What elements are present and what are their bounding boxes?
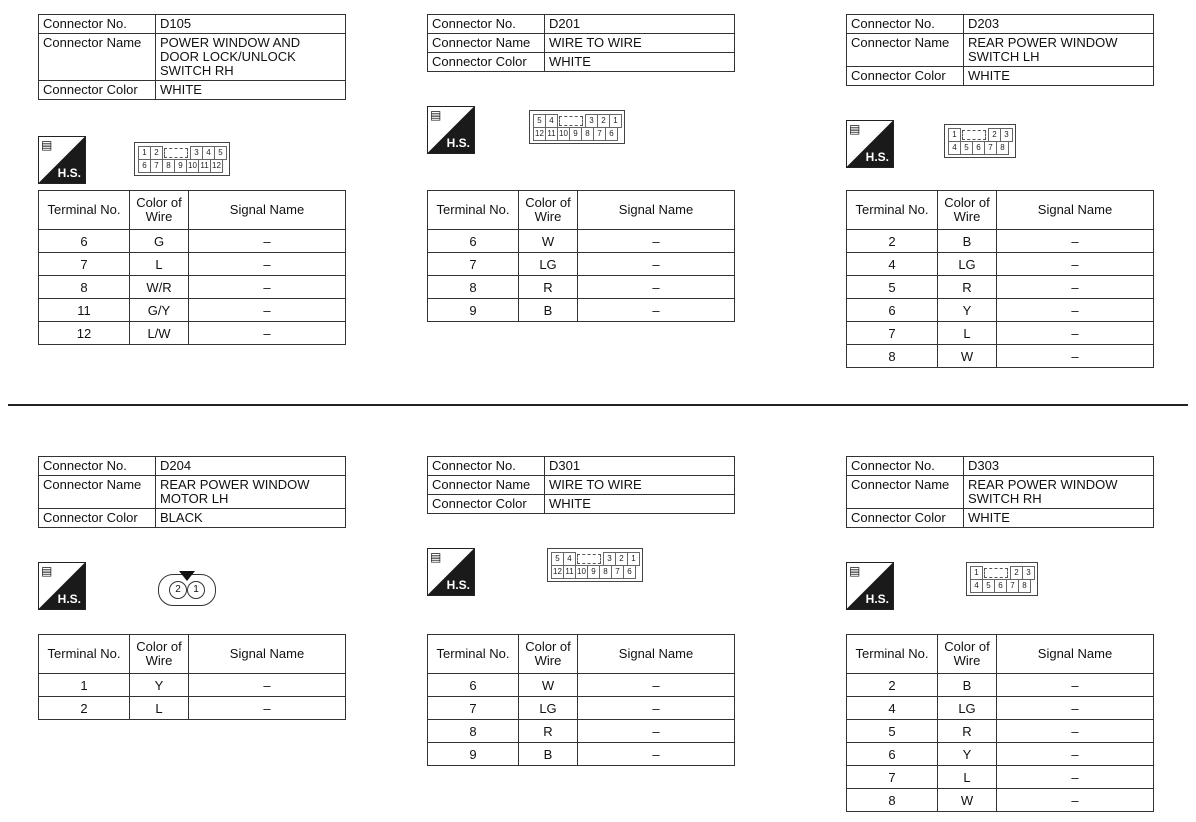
signal-name-cell: – — [997, 299, 1154, 322]
connector-pin: 2 — [988, 128, 1001, 142]
connector-pin: 11 — [563, 565, 576, 579]
terminal-no-header: Terminal No. — [428, 191, 519, 230]
terminal-table-header — [428, 635, 735, 674]
harness-side-icon — [427, 106, 475, 154]
signal-name-header: Signal Name — [997, 635, 1154, 674]
connector-pin: 6 — [623, 565, 636, 579]
terminal-no-cell: 2 — [847, 230, 938, 253]
connector-pin: 11 — [198, 159, 211, 173]
signal-name-cell: – — [578, 253, 735, 276]
terminal-no-cell: 8 — [428, 276, 519, 299]
connector-pin: 1 — [948, 128, 961, 142]
connector-lock-key — [559, 116, 583, 126]
connector-pin: 5 — [551, 552, 564, 566]
connector-color-label: Connector Color — [428, 53, 545, 72]
connector-pin: 1 — [627, 552, 640, 566]
wire-color-header: Color of Wire — [519, 191, 578, 230]
connector-face-diagram — [134, 142, 230, 176]
connector-pin: 7 — [1006, 579, 1019, 593]
table-row — [39, 299, 346, 322]
signal-name-header: Signal Name — [189, 635, 346, 674]
terminal-no-cell: 6 — [847, 299, 938, 322]
connector-block-d303 — [846, 456, 1154, 808]
terminal-table — [846, 634, 1154, 812]
terminal-table — [427, 634, 735, 766]
signal-name-cell: – — [997, 720, 1154, 743]
connector-name-row — [428, 34, 735, 53]
connector-name-row — [428, 476, 735, 495]
terminal-no-cell: 2 — [39, 697, 130, 720]
connector-info-table — [846, 456, 1154, 528]
harness-side-icon — [38, 562, 86, 610]
terminal-no-cell: 7 — [428, 253, 519, 276]
connector-pin: 9 — [569, 127, 582, 141]
connector-pin: 1 — [970, 566, 983, 580]
connector-no-value: D201 — [545, 15, 735, 34]
wire-color-cell: L — [130, 697, 189, 720]
table-row — [39, 230, 346, 253]
wire-color-header: Color of Wire — [130, 635, 189, 674]
signal-name-cell: – — [997, 674, 1154, 697]
signal-name-cell: – — [578, 674, 735, 697]
connector-pin: 3 — [1022, 566, 1035, 580]
terminal-table-header — [39, 191, 346, 230]
connector-pin: 8 — [581, 127, 594, 141]
connector-no-row — [847, 457, 1154, 476]
hs-label: H.S. — [865, 150, 889, 164]
wire-color-cell: R — [519, 720, 578, 743]
connector-name-label: Connector Name — [428, 476, 545, 495]
connector-glyph-icon: ▤ — [849, 122, 861, 136]
wire-color-cell: Y — [130, 674, 189, 697]
connector-no-value: D203 — [964, 15, 1154, 34]
terminal-no-cell: 6 — [428, 674, 519, 697]
connector-no-value: D303 — [964, 457, 1154, 476]
connector-pin: 10 — [186, 159, 199, 173]
signal-name-cell: – — [997, 230, 1154, 253]
connector-no-label: Connector No. — [428, 15, 545, 34]
table-row — [428, 253, 735, 276]
signal-name-cell: – — [189, 299, 346, 322]
connector-face-diagram — [529, 110, 625, 144]
connector-top-row — [551, 552, 639, 565]
connector-pin: 11 — [545, 127, 558, 141]
wire-color-header: Color of Wire — [938, 635, 997, 674]
connector-pin: 12 — [551, 565, 564, 579]
terminal-no-cell: 6 — [847, 743, 938, 766]
signal-name-cell: – — [189, 322, 346, 345]
table-row — [428, 230, 735, 253]
signal-name-header: Signal Name — [578, 635, 735, 674]
wire-color-cell: LG — [938, 697, 997, 720]
table-row — [39, 253, 346, 276]
wire-color-cell: LG — [519, 697, 578, 720]
connector-name-row — [847, 34, 1154, 67]
connector-block-d203 — [846, 14, 1154, 364]
terminal-no-cell: 7 — [847, 766, 938, 789]
wire-color-cell: LG — [938, 253, 997, 276]
connector-pin: 12 — [533, 127, 546, 141]
connector-pin: 3 — [585, 114, 598, 128]
terminal-no-cell: 6 — [428, 230, 519, 253]
wire-color-cell: W — [938, 345, 997, 368]
signal-name-cell: – — [578, 743, 735, 766]
wire-color-cell: R — [938, 276, 997, 299]
terminal-no-cell: 9 — [428, 299, 519, 322]
terminal-no-cell: 12 — [39, 322, 130, 345]
connector-pin: 5 — [960, 141, 973, 155]
connector-pin: 2 — [597, 114, 610, 128]
connector-pin: 6 — [138, 159, 151, 173]
connector-top-row — [970, 566, 1034, 579]
connector-name-value: WIRE TO WIRE — [545, 34, 735, 53]
signal-name-cell: – — [578, 276, 735, 299]
connector-pin: 10 — [575, 565, 588, 579]
signal-name-cell: – — [997, 253, 1154, 276]
terminal-no-header: Terminal No. — [847, 191, 938, 230]
connector-glyph-icon: ▤ — [430, 108, 442, 122]
connector-color-row — [39, 509, 346, 528]
connector-pin: 3 — [603, 552, 616, 566]
connector-plug-diagram — [158, 574, 216, 606]
connector-info-table — [427, 14, 735, 72]
connector-no-row — [39, 457, 346, 476]
connector-color-value: BLACK — [156, 509, 346, 528]
wire-color-cell: G — [130, 230, 189, 253]
signal-name-cell: – — [997, 276, 1154, 299]
terminal-no-cell: 7 — [428, 697, 519, 720]
connector-color-label: Connector Color — [39, 81, 156, 100]
connector-name-label: Connector Name — [847, 34, 964, 67]
terminal-no-header: Terminal No. — [39, 191, 130, 230]
wire-color-cell: R — [938, 720, 997, 743]
signal-name-cell: – — [997, 789, 1154, 812]
signal-name-cell: – — [189, 674, 346, 697]
wire-color-cell: W — [938, 789, 997, 812]
terminal-table-header — [39, 635, 346, 674]
connector-color-label: Connector Color — [39, 509, 156, 528]
connector-name-label: Connector Name — [39, 476, 156, 509]
signal-name-cell: – — [997, 345, 1154, 368]
signal-name-cell: – — [997, 322, 1154, 345]
connector-face-diagram — [966, 562, 1038, 596]
connector-name-row — [39, 476, 346, 509]
connector-bottom-row — [948, 141, 1012, 154]
connector-bottom-row — [551, 565, 639, 578]
connector-pin: 3 — [190, 146, 203, 160]
connector-face-diagram — [944, 124, 1016, 158]
connector-block-d201 — [427, 14, 735, 318]
table-row — [428, 674, 735, 697]
wire-color-header: Color of Wire — [519, 635, 578, 674]
connector-block-d301 — [427, 456, 735, 762]
terminal-no-cell: 8 — [847, 345, 938, 368]
table-row — [847, 743, 1154, 766]
terminal-no-cell: 11 — [39, 299, 130, 322]
harness-side-icon — [38, 136, 86, 184]
connector-color-label: Connector Color — [847, 67, 964, 86]
terminal-table — [427, 190, 735, 322]
connector-pin: 8 — [996, 141, 1009, 155]
wire-color-cell: W/R — [130, 276, 189, 299]
connector-info-table — [846, 14, 1154, 86]
signal-name-cell: – — [189, 697, 346, 720]
wire-color-cell: B — [519, 743, 578, 766]
connector-no-label: Connector No. — [39, 457, 156, 476]
connector-pin: 4 — [202, 146, 215, 160]
connector-top-row — [138, 146, 226, 159]
terminal-no-cell: 9 — [428, 743, 519, 766]
connector-pin: 2 — [615, 552, 628, 566]
terminal-table-header — [847, 191, 1154, 230]
table-row — [847, 230, 1154, 253]
hs-label: H.S. — [57, 592, 81, 606]
wire-color-header: Color of Wire — [130, 191, 189, 230]
connector-no-label: Connector No. — [847, 15, 964, 34]
harness-side-icon — [846, 562, 894, 610]
connector-pin: 7 — [611, 565, 624, 579]
signal-name-header: Signal Name — [578, 191, 735, 230]
connector-top-row — [948, 128, 1012, 141]
connector-no-label: Connector No. — [39, 15, 156, 34]
terminal-no-cell: 1 — [39, 674, 130, 697]
hs-label: H.S. — [865, 592, 889, 606]
table-row — [847, 766, 1154, 789]
wire-color-cell: B — [519, 299, 578, 322]
connector-name-value: REAR POWER WINDOW SWITCH LH — [964, 34, 1154, 67]
terminal-no-cell: 8 — [39, 276, 130, 299]
hs-label: H.S. — [446, 136, 470, 150]
table-row — [847, 253, 1154, 276]
table-row — [847, 299, 1154, 322]
connector-pin: 2 — [150, 146, 163, 160]
terminal-no-cell: 7 — [39, 253, 130, 276]
plug-lock-tab — [179, 571, 195, 581]
table-row — [39, 674, 346, 697]
connector-lock-key — [962, 130, 986, 140]
signal-name-cell: – — [578, 697, 735, 720]
signal-name-cell: – — [578, 720, 735, 743]
hs-label: H.S. — [446, 578, 470, 592]
connector-color-value: WHITE — [156, 81, 346, 100]
connector-bottom-row — [970, 579, 1034, 592]
connector-pin: 7 — [984, 141, 997, 155]
connector-color-value: WHITE — [545, 495, 735, 514]
connector-color-value: WHITE — [964, 509, 1154, 528]
connector-color-value: WHITE — [964, 67, 1154, 86]
wire-color-cell: W — [519, 230, 578, 253]
wire-color-cell: L/W — [130, 322, 189, 345]
connector-pin: 4 — [563, 552, 576, 566]
connector-pin: 2 — [169, 581, 187, 599]
terminal-no-cell: 5 — [847, 720, 938, 743]
hs-label: H.S. — [57, 166, 81, 180]
connector-no-value: D301 — [545, 457, 735, 476]
wire-color-cell: G/Y — [130, 299, 189, 322]
connector-pin: 12 — [210, 159, 223, 173]
wire-color-cell: B — [938, 674, 997, 697]
connector-color-label: Connector Color — [847, 509, 964, 528]
terminal-no-cell: 7 — [847, 322, 938, 345]
terminal-table-header — [847, 635, 1154, 674]
connector-no-value: D105 — [156, 15, 346, 34]
terminal-no-header: Terminal No. — [847, 635, 938, 674]
connector-glyph-icon: ▤ — [430, 550, 442, 564]
connector-pin: 1 — [609, 114, 622, 128]
connector-no-row — [428, 457, 735, 476]
connector-name-value: WIRE TO WIRE — [545, 476, 735, 495]
terminal-table — [38, 634, 346, 720]
connector-name-label: Connector Name — [847, 476, 964, 509]
connector-name-value: REAR POWER WINDOW MOTOR LH — [156, 476, 346, 509]
harness-side-icon — [846, 120, 894, 168]
connector-pin: 1 — [138, 146, 151, 160]
signal-name-cell: – — [578, 299, 735, 322]
connector-color-row — [847, 67, 1154, 86]
connector-color-value: WHITE — [545, 53, 735, 72]
connector-bottom-row — [533, 127, 621, 140]
terminal-no-cell: 8 — [428, 720, 519, 743]
connector-pin: 3 — [1000, 128, 1013, 142]
table-row — [428, 743, 735, 766]
terminal-table — [846, 190, 1154, 368]
table-row — [847, 697, 1154, 720]
connector-color-row — [428, 495, 735, 514]
connector-pin: 4 — [970, 579, 983, 593]
table-row — [847, 345, 1154, 368]
terminal-no-cell: 2 — [847, 674, 938, 697]
signal-name-cell: – — [189, 230, 346, 253]
connector-pin: 7 — [593, 127, 606, 141]
connector-no-row — [847, 15, 1154, 34]
connector-name-row — [39, 34, 346, 81]
wire-color-cell: L — [938, 322, 997, 345]
table-row — [428, 720, 735, 743]
connector-lock-key — [164, 148, 188, 158]
connector-top-row — [533, 114, 621, 127]
section-divider — [8, 404, 1188, 406]
terminal-table — [38, 190, 346, 345]
wire-color-header: Color of Wire — [938, 191, 997, 230]
signal-name-header: Signal Name — [189, 191, 346, 230]
connector-info-table — [38, 14, 346, 100]
connector-pin: 9 — [587, 565, 600, 579]
terminal-no-header: Terminal No. — [428, 635, 519, 674]
connector-pin: 4 — [545, 114, 558, 128]
connector-pin: 5 — [982, 579, 995, 593]
connector-pin: 5 — [533, 114, 546, 128]
terminal-no-cell: 8 — [847, 789, 938, 812]
connector-block-d204 — [38, 456, 346, 716]
harness-side-icon — [427, 548, 475, 596]
connector-pin: 8 — [1018, 579, 1031, 593]
connector-pin: 6 — [972, 141, 985, 155]
connector-pin: 10 — [557, 127, 570, 141]
terminal-no-header: Terminal No. — [39, 635, 130, 674]
table-row — [847, 720, 1154, 743]
wire-color-cell: B — [938, 230, 997, 253]
signal-name-cell: – — [189, 276, 346, 299]
table-row — [39, 276, 346, 299]
connector-pin: 7 — [150, 159, 163, 173]
wire-color-cell: Y — [938, 743, 997, 766]
table-row — [847, 276, 1154, 299]
connector-pin: 4 — [948, 141, 961, 155]
connector-info-table — [38, 456, 346, 528]
signal-name-cell: – — [997, 743, 1154, 766]
connector-no-label: Connector No. — [428, 457, 545, 476]
connector-color-row — [39, 81, 346, 100]
connector-color-label: Connector Color — [428, 495, 545, 514]
connector-pin: 5 — [214, 146, 227, 160]
connector-name-value: REAR POWER WINDOW SWITCH RH — [964, 476, 1154, 509]
wire-color-cell: R — [519, 276, 578, 299]
connector-pin: 6 — [994, 579, 1007, 593]
signal-name-cell: – — [578, 230, 735, 253]
connector-pin: 8 — [599, 565, 612, 579]
table-row — [847, 674, 1154, 697]
wire-color-cell: L — [130, 253, 189, 276]
table-row — [847, 322, 1154, 345]
connector-name-row — [847, 476, 1154, 509]
connector-color-row — [847, 509, 1154, 528]
connector-pin: 9 — [174, 159, 187, 173]
wire-color-cell: Y — [938, 299, 997, 322]
table-row — [39, 697, 346, 720]
connector-name-value: POWER WINDOW AND DOOR LOCK/UNLOCK SWITCH RH — [156, 34, 346, 81]
table-row — [39, 322, 346, 345]
signal-name-cell: – — [189, 253, 346, 276]
connector-pin: 8 — [162, 159, 175, 173]
terminal-no-cell: 4 — [847, 253, 938, 276]
table-row — [428, 697, 735, 720]
connector-bottom-row — [138, 159, 226, 172]
connector-no-value: D204 — [156, 457, 346, 476]
connector-glyph-icon: ▤ — [849, 564, 861, 578]
terminal-no-cell: 5 — [847, 276, 938, 299]
wire-color-cell: W — [519, 674, 578, 697]
connector-no-row — [428, 15, 735, 34]
connector-pin: 1 — [187, 581, 205, 599]
signal-name-header: Signal Name — [997, 191, 1154, 230]
connector-block-d105 — [38, 14, 346, 341]
connector-name-label: Connector Name — [428, 34, 545, 53]
signal-name-cell: – — [997, 697, 1154, 720]
terminal-no-cell: 4 — [847, 697, 938, 720]
connector-lock-key — [577, 554, 601, 564]
table-row — [847, 789, 1154, 812]
terminal-no-cell: 6 — [39, 230, 130, 253]
connector-glyph-icon: ▤ — [41, 138, 53, 152]
terminal-table-header — [428, 191, 735, 230]
connector-no-label: Connector No. — [847, 457, 964, 476]
connector-color-row — [428, 53, 735, 72]
wire-color-cell: L — [938, 766, 997, 789]
connector-pin: 2 — [1010, 566, 1023, 580]
signal-name-cell: – — [997, 766, 1154, 789]
connector-glyph-icon: ▤ — [41, 564, 53, 578]
connector-info-table — [427, 456, 735, 514]
connector-name-label: Connector Name — [39, 34, 156, 81]
connector-no-row — [39, 15, 346, 34]
table-row — [428, 299, 735, 322]
connector-face-diagram — [547, 548, 643, 582]
connector-lock-key — [984, 568, 1008, 578]
table-row — [428, 276, 735, 299]
wire-color-cell: LG — [519, 253, 578, 276]
connector-pin: 6 — [605, 127, 618, 141]
